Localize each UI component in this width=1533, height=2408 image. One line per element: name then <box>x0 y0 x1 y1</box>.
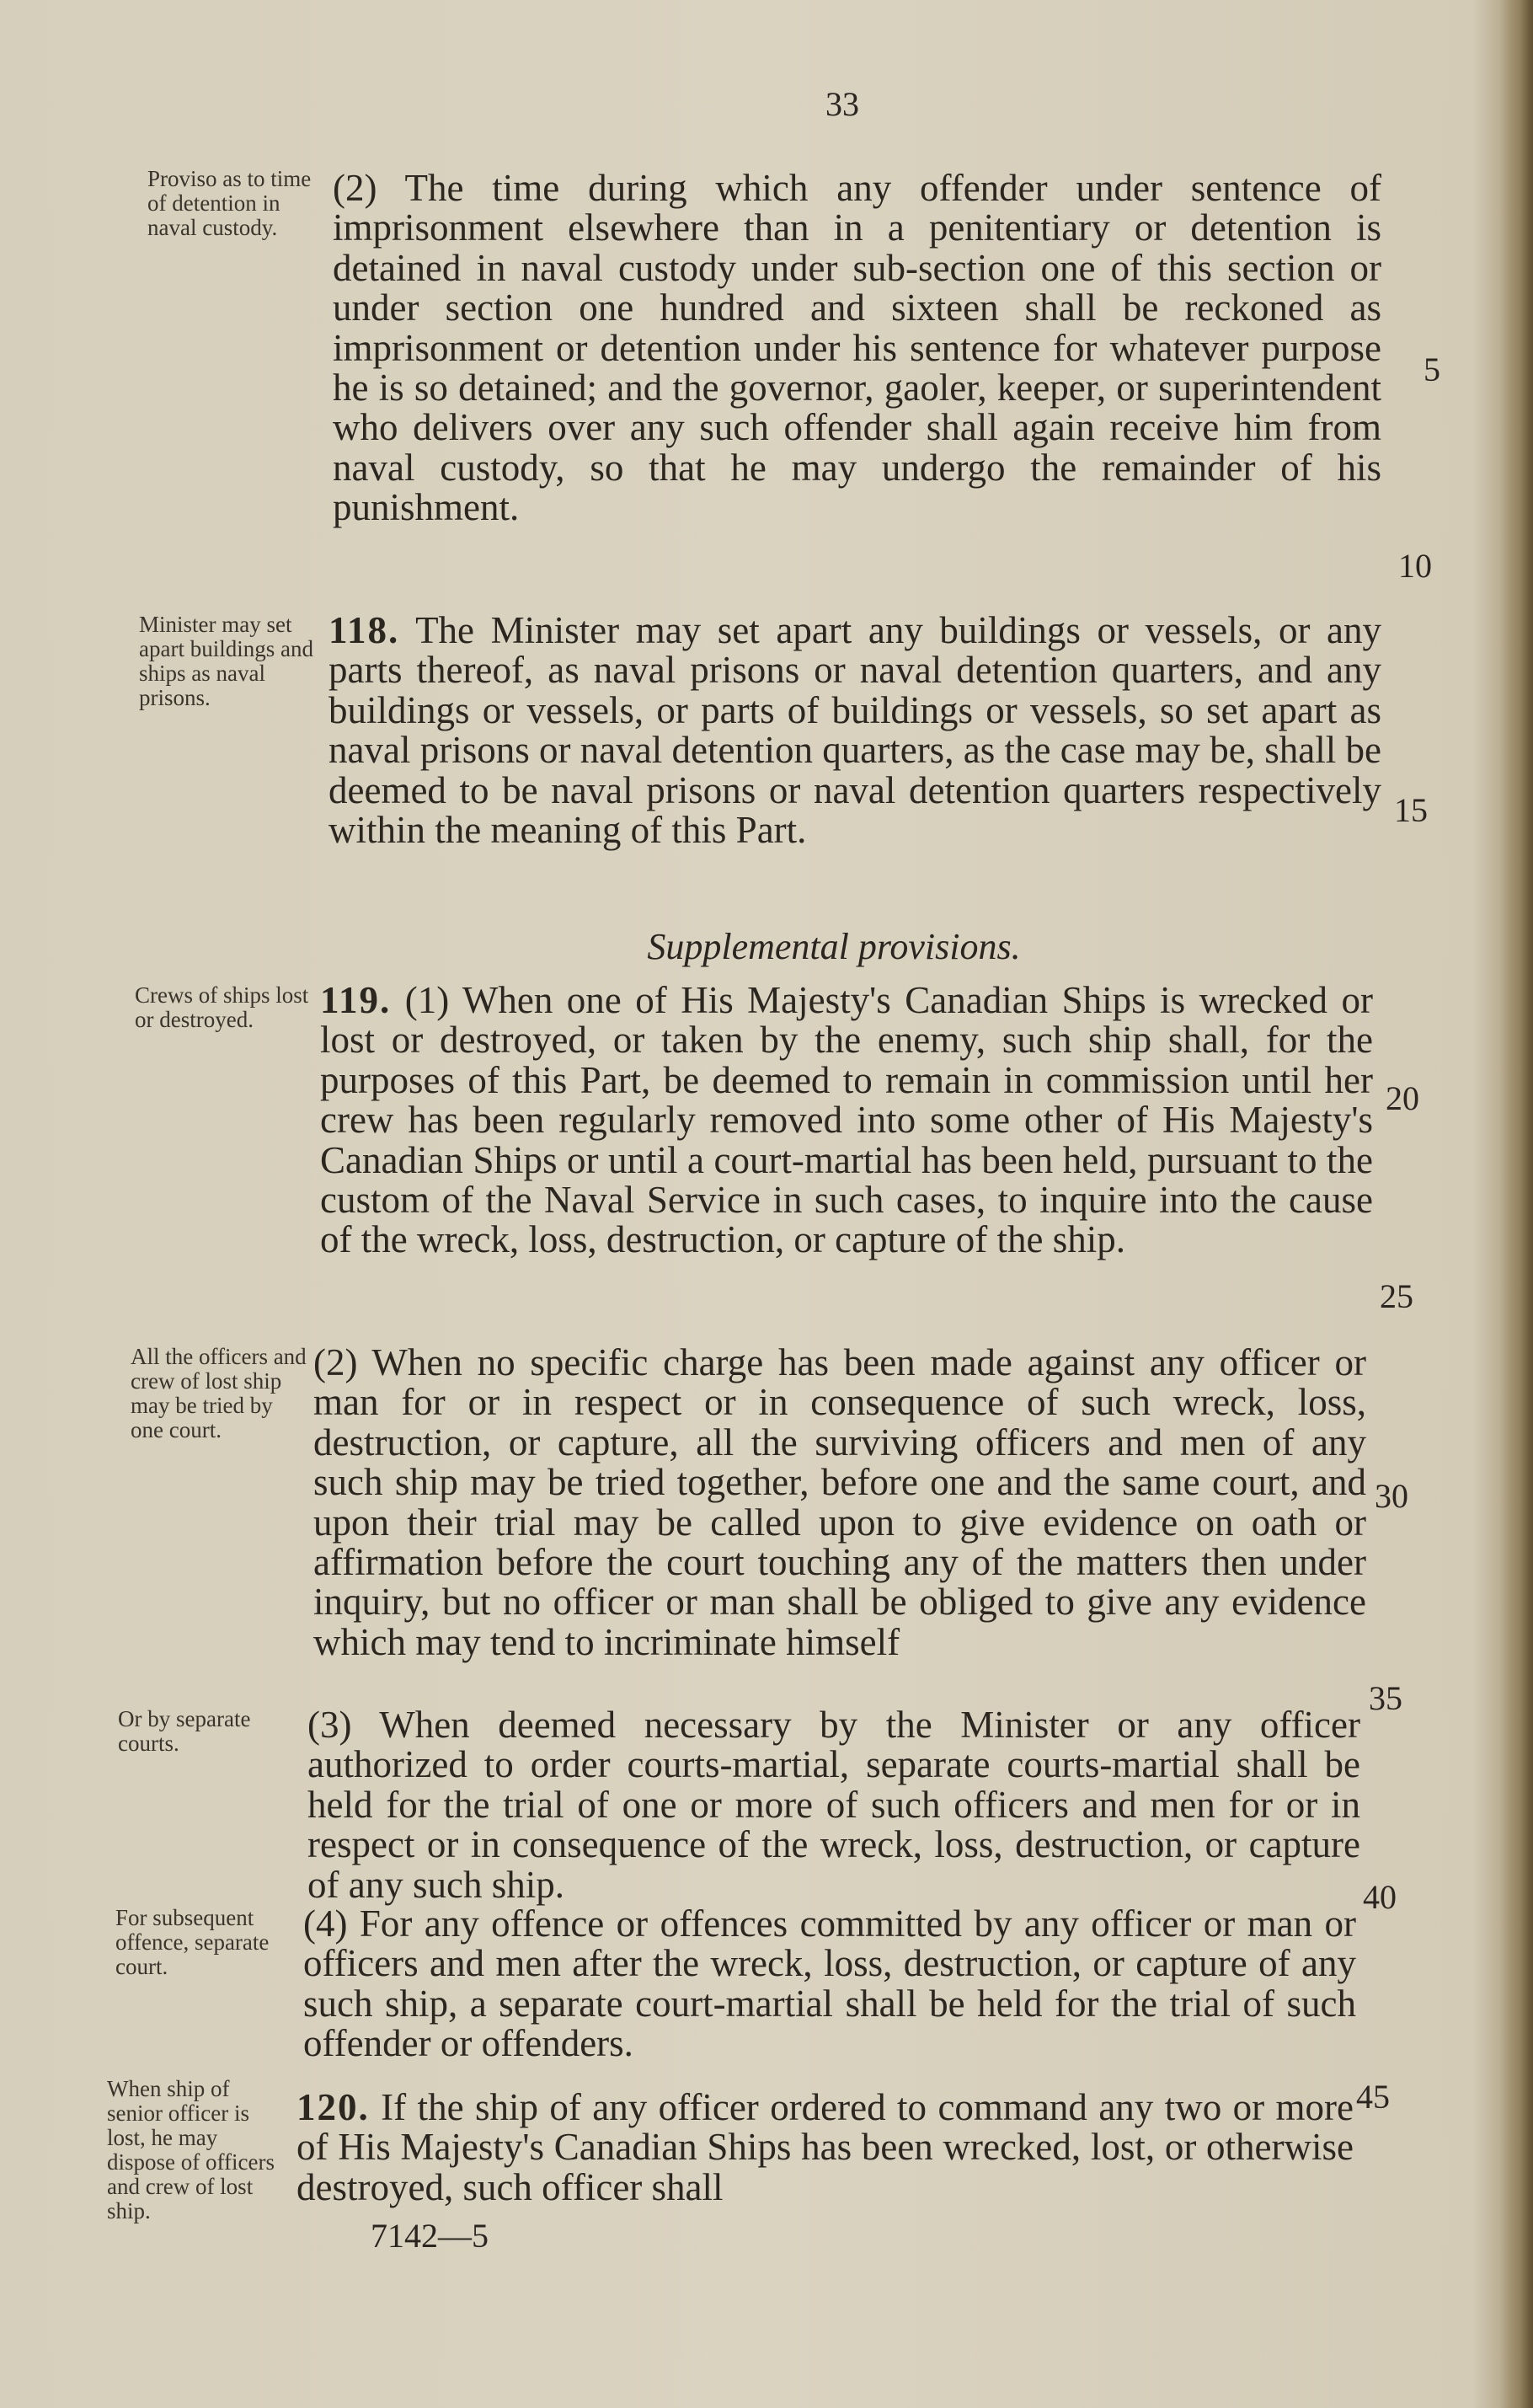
section-120 <box>296 2088 1354 2207</box>
margin-note-separate-courts: Or by separate courts. <box>118 1706 251 1756</box>
line-number-25: 25 <box>1380 1277 1413 1315</box>
margin-note-subsequent-offence: For subsequent offence, separate court. <box>115 1905 270 1979</box>
line-number-45: 45 <box>1356 2078 1390 2116</box>
margin-note-tried-one-court: All the officers and crew of lost ship may be tried by one court. <box>131 1344 307 1442</box>
line-number-40: 40 <box>1363 1878 1397 1916</box>
signature-mark: 7142—5 <box>371 2217 489 2255</box>
line-number-30: 30 <box>1375 1477 1408 1515</box>
section-number: 119. <box>320 979 392 1021</box>
paragraph-text <box>296 2088 1354 2207</box>
section-119-1-text: (1) When one of His Majesty's Canadian Ships is wrecked or lost or destroyed, or taken by the enemy, such ship shall, for the purposes of this Part, be deemed to remain in commission until her crew has been regularly removed into some other of His Majesty's Canadian Ships or until a court-martial has been held, pursuant to the custom of the Naval Service in such cases, to inquire into the cause of the wreck, loss, destruction, or capture of the ship. <box>320 979 1373 1261</box>
section-119-4 <box>303 1904 1356 2064</box>
paragraph-text <box>320 981 1373 1260</box>
section-120-text: If the ship of any officer ordered to command any two or more of His Majesty's Canadian Ships has been wrecked, lost, or otherwise destroyed, such officer shall <box>296 2086 1354 2208</box>
paragraph-text: (4) For any offence or offences committed by any officer or man or officers and men after the wreck, loss, destruction, or capture of any such ship, a separate court-martial shall be held for the trial of such offender or offenders. <box>303 1902 1356 2065</box>
page-edge-shadow <box>1499 0 1533 2408</box>
section-number: 120. <box>296 2086 370 2128</box>
line-number-20: 20 <box>1386 1079 1419 1117</box>
paragraph-text: (2) When no specific charge has been made against any officer or man for or in respect or in consequence of such wreck, loss, destruction, or capture, all the surviving officers and men of any such ship may be tried together, before one and the same court, and upon their trial may be called upon to give evidence on oath or affirmation before the court touching any of the matters then under inquiry, but no officer or man shall be obliged to give any evidence which may tend to incriminate himself <box>313 1341 1366 1663</box>
page-number: 33 <box>825 85 859 123</box>
margin-note-crews-lost: Crews of ships lost or destroyed. <box>135 982 309 1032</box>
section-119-3 <box>307 1705 1360 1905</box>
line-number-35: 35 <box>1369 1679 1402 1717</box>
section-118 <box>328 611 1381 850</box>
paragraph-text: (2) The time during which any offender under sentence of imprisonment elsewhere than in a penitentiary or detention is detained in naval custody under sub-section one of this section or under section one hundred and sixteen shall be reckoned as imprisonment or detention under his sentence for whatever purpose he is so detained; and the governor, gaoler, keeper, or superintendent who delivers over any such offender shall again receive him from naval custody, so that he may undergo the remainder of his punishment. <box>333 167 1381 529</box>
section-number: 118. <box>328 609 400 651</box>
heading-supplemental-provisions: Supplemental provisions. <box>647 926 1021 967</box>
paragraph-text <box>328 611 1381 850</box>
line-number-5: 5 <box>1424 350 1440 388</box>
margin-note-senior-officer: When ship of senior officer is lost, he may dispose of officers and crew of lost ship. <box>107 2076 275 2223</box>
section-118-text: The Minister may set apart any buildings or vessels, or any parts thereof, as naval prisons or naval detention quarters, and any buildings or vessels, or parts of buildings or vessels, so set apart as naval prisons or naval detention quarters, as the case may be, shall be deemed to be naval prisons or naval detention quarters respectively within the meaning of this Part. <box>328 609 1381 852</box>
section-119-1 <box>320 981 1373 1260</box>
subsection-117-2 <box>333 169 1381 528</box>
line-number-10: 10 <box>1398 547 1432 585</box>
margin-note-naval-prisons: Minister may set apart buildings and ships as naval prisons. <box>139 612 313 710</box>
section-119-2 <box>313 1343 1366 1662</box>
margin-note-proviso: Proviso as to time of detention in naval custody. <box>147 166 312 240</box>
paragraph-text: (3) When deemed necessary by the Minister or any officer authorized to order courts-martial, separate courts-martial shall be held for the trial of one or more of such officers and men for or in respect or in consequence of the wreck, loss, destruction, or capture of any such ship. <box>307 1704 1360 1906</box>
line-number-15: 15 <box>1394 791 1428 829</box>
